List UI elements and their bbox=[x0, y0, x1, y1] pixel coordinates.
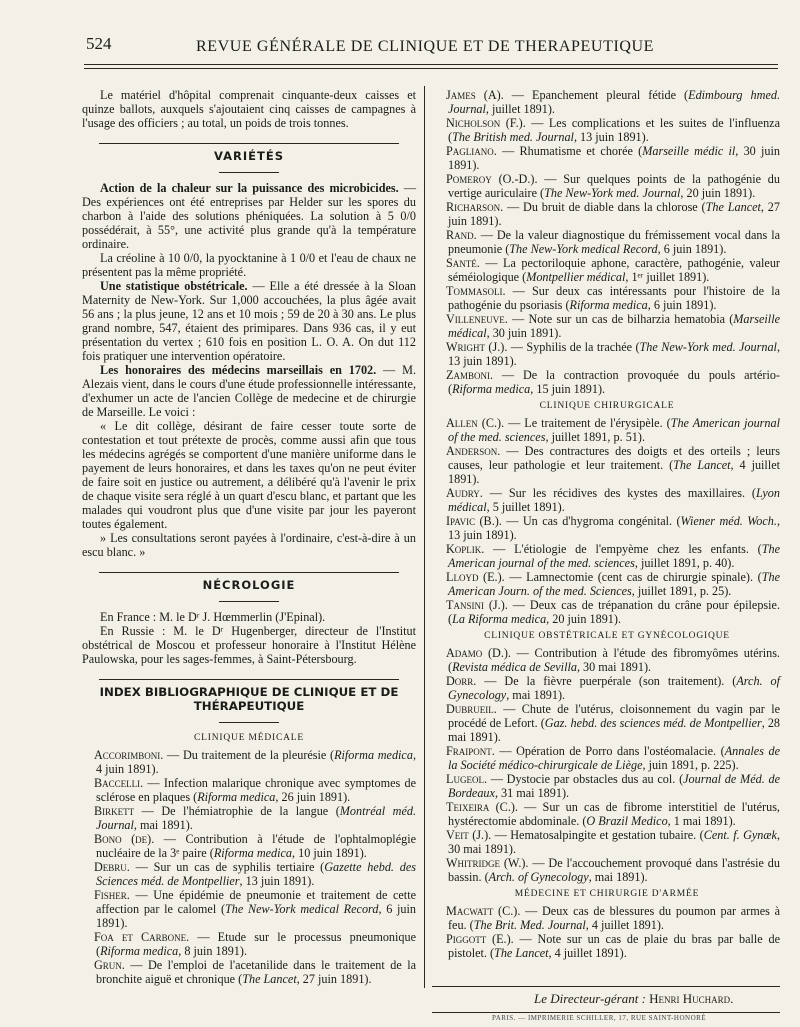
reference-entry bbox=[82, 958, 416, 986]
reference-date: , juin 1891, p. 225). bbox=[642, 758, 739, 772]
reference-date: , 26 juin 1891). bbox=[275, 790, 351, 804]
reference-entry bbox=[434, 856, 780, 884]
reference-author: Wright (J.). bbox=[446, 340, 508, 354]
reference-entry bbox=[82, 930, 416, 958]
reference-date: , 1ᵉʳ juillet 1891). bbox=[625, 270, 710, 284]
reference-date: , 6 juin 1891). bbox=[96, 902, 416, 930]
signature-label: Le Directeur-gérant : bbox=[534, 991, 646, 1006]
paragraph-text: — Elle a été dressée à la Sloan Maternity de New-York. Sur 1,000 accouchées, la plus âgée avait 56 ans ; la plus jeune, 12 ans et 10 mois ; 59 de 20 à 30 ans. Le plus grand nombre, 547, étaient des primipares. Dans 936 cas, il y eut présentation du vertex ; 610 fois en position L. O. A. On dut 112 fois pratiquer une intervention opératoire. bbox=[82, 279, 416, 363]
reference-author: Anderson. bbox=[446, 444, 501, 458]
reference-author: Dorr. bbox=[446, 674, 477, 688]
necrologie-heading: NÉCROLOGIE bbox=[202, 578, 296, 592]
quote-paragraph-2: » Les consultations seront payées à l'ordinaire, c'est-à-dire à un escu blanc. » bbox=[82, 531, 416, 559]
reference-author: Pagliano. bbox=[446, 144, 497, 158]
reference-entry bbox=[434, 444, 780, 486]
reference-author: Veit (J.). bbox=[446, 828, 492, 842]
reference-entry bbox=[82, 804, 416, 832]
reference-date: , 6 juin 1891). bbox=[657, 242, 727, 256]
reference-date: , 30 juin 1891). bbox=[448, 144, 780, 172]
reference-author: Grun. bbox=[94, 958, 125, 972]
reference-journal: Edimbourg hmed. Journal bbox=[448, 88, 781, 116]
reference-date: , 20 juin 1891). bbox=[680, 186, 756, 200]
reference-journal: Gaz. hebd. des sciences méd. de Montpellier bbox=[544, 716, 762, 730]
reference-date: , 10 juin 1891). bbox=[292, 846, 367, 860]
varietes-heading: VARIÉTÉS bbox=[214, 149, 284, 163]
reference-text: — Syphilis de la trachée ( bbox=[507, 340, 640, 354]
reference-entry bbox=[434, 172, 780, 200]
reference-date: , 27 juin 1891). bbox=[448, 200, 780, 228]
reference-date: , 13 juin 1891). bbox=[239, 874, 315, 888]
reference-author: Santé. bbox=[446, 256, 480, 270]
reference-journal: Montréal méd. Journal bbox=[96, 804, 416, 832]
reference-text: — Sur un cas de fibrome interstitiel de l'utérus, hystérectomie abdominale. ( bbox=[448, 800, 780, 828]
reference-author: Koplik. bbox=[446, 542, 485, 556]
reference-journal: Riforma medica bbox=[213, 846, 293, 860]
reference-entry bbox=[82, 888, 416, 930]
reference-date: , mai 1891). bbox=[133, 818, 193, 832]
subsection-armee: MÉDECINE ET CHIRURGIE D'ARMÉE bbox=[514, 889, 700, 899]
reference-text: — De la valeur diagnostique du frémissement vocal dans la pneumonie ( bbox=[448, 228, 780, 256]
reference-entry bbox=[434, 284, 780, 312]
header-rule-thin bbox=[84, 68, 778, 69]
reference-entry bbox=[82, 748, 416, 776]
reference-author: Lugeol. bbox=[446, 772, 487, 786]
section-rule-short bbox=[219, 722, 279, 723]
reference-author: Debru. bbox=[94, 860, 130, 874]
reference-text: — Dystocie par obstacles dus au col. ( bbox=[487, 772, 684, 786]
quote-paragraph-1: « Le dit collège, désirant de faire cesser toute sorte de contestation et tout prétexte de procès, comme aussi afin que tous les médecins agrégés se comportent d'une manière uniforme dans le payement de leurs honoraires, et dans les taxes qu'on ne peut éviter de faire soit en justice ou autrement, a délibéré qu'à l'avenir le prix de chaque visite sera réglé à un quart d'escu blanc, et partant que les malades qui voudront plus que d'une visite par jour les payeront toutes également. bbox=[82, 419, 416, 531]
director-signature bbox=[534, 991, 733, 1007]
reference-journal: The Lancet bbox=[494, 946, 549, 960]
reference-date: , juillet 1891). bbox=[485, 102, 555, 116]
varietes-paragraph-2: La créoline à 10 0/0, la pyocktanine à 1 0/0 et l'eau de chaux ne présentent pas la même propriété. bbox=[82, 251, 416, 279]
reference-text: — La pectoriloquie aphone, caractère, pathogénie, valeur séméiologique ( bbox=[448, 256, 780, 284]
reference-journal: Riforma medica bbox=[197, 790, 276, 804]
reference-author: Zamboni. bbox=[446, 368, 493, 382]
reference-entry bbox=[434, 368, 780, 396]
reference-journal: O Brazil Medico bbox=[586, 814, 668, 828]
reference-entry bbox=[434, 772, 780, 800]
reference-date: , juillet 1891, p. 40). bbox=[634, 556, 735, 570]
reference-list-military bbox=[434, 904, 780, 960]
paragraph-text: — M. Alezais vient, dans le cours d'une étude professionnelle intéressante, d'exhumer un acte de l'ancien Collège de medecine et de chirurgie de Marseille. Le voici : bbox=[82, 363, 416, 419]
reference-journal: Annales de la Société médico-chirurgicale de Liège bbox=[448, 744, 780, 772]
reference-author: Teixeira (C.). bbox=[446, 800, 518, 814]
reference-author: Fisher. bbox=[94, 888, 130, 902]
section-rule bbox=[99, 572, 399, 573]
reference-author: Lloyd (E.). bbox=[446, 570, 505, 584]
reference-entry bbox=[434, 228, 780, 256]
reference-journal: The American journal of the med. sciences bbox=[448, 416, 780, 444]
reference-author: Tommasoli. bbox=[446, 284, 506, 298]
reference-text: — Un cas d'hygroma congénital. ( bbox=[501, 514, 681, 528]
reference-text: — Des contractures des doigts et des orteils ; leurs causes, leur pathologie et leur traitement. ( bbox=[448, 444, 780, 472]
paragraph-text: — Des expériences ont été entreprises par Helder sur les spores du charbon à l'aide des solutions phéniquées. La solution à 5 0/0 possédérait, à 55°, une activité plus grande qu'à la température ordinaire. bbox=[82, 181, 417, 251]
subsection-clinique-chirurgicale: CLINIQUE CHIRURGICALE bbox=[539, 401, 675, 411]
reference-text: — Sur un cas de syphilis tertiaire ( bbox=[129, 860, 325, 874]
reference-entry bbox=[434, 312, 780, 340]
left-column bbox=[82, 88, 416, 986]
reference-text: — Note sur un cas de plaie du bras par balle de pistolet. ( bbox=[448, 932, 780, 960]
reference-date: , 4 juin 1891). bbox=[96, 748, 416, 776]
reference-date: , 31 mai 1891). bbox=[494, 786, 570, 800]
reference-date: , 13 juin 1891). bbox=[573, 130, 649, 144]
signature-name: Henri Huchard. bbox=[649, 991, 734, 1006]
reference-date: , juillet 1891, p. 25). bbox=[631, 584, 732, 598]
footer-rule-thin bbox=[432, 1012, 780, 1013]
reference-journal: Revista médica de Sevilla bbox=[452, 660, 577, 674]
reference-date: , 4 juillet 1891). bbox=[585, 918, 664, 932]
reference-date: , 30 mai 1891). bbox=[448, 828, 780, 856]
reference-text: — Deux cas de trépanation du crâne pour épilepsie. ( bbox=[448, 598, 780, 626]
reference-journal: Arch. of Gynecology bbox=[448, 674, 780, 702]
reference-date: , 27 juin 1891). bbox=[296, 972, 372, 986]
reference-date: , 20 juin 1891). bbox=[546, 612, 621, 626]
reference-text: — Du bruit de diable dans la chlorose ( bbox=[503, 200, 706, 214]
varietes-paragraph-3 bbox=[82, 279, 416, 363]
reference-date: , mai 1891). bbox=[506, 688, 566, 702]
reference-text: — Etude sur le processus pneumonique ( bbox=[96, 930, 416, 958]
reference-list-medical-cont bbox=[434, 88, 780, 396]
reference-entry bbox=[434, 674, 780, 702]
reference-entry bbox=[434, 514, 780, 542]
section-rule bbox=[99, 143, 399, 144]
reference-journal: La Riforma medica bbox=[452, 612, 547, 626]
running-title: REVUE GÉNÉRALE DE CLINIQUE ET DE THERAPEUTIQUE bbox=[196, 38, 655, 55]
varietes-paragraph-1 bbox=[82, 181, 416, 251]
reference-journal: The New-York medical Record bbox=[225, 902, 379, 916]
reference-journal: The Lancet bbox=[673, 458, 731, 472]
reference-date: , 15 juin 1891). bbox=[530, 382, 606, 396]
reference-entry bbox=[434, 116, 780, 144]
reference-entry bbox=[434, 932, 780, 960]
column-divider bbox=[424, 86, 425, 988]
subsection-obstetricale: CLINIQUE OBSTÉTRICALE ET GYNÉCOLOGIQUE bbox=[484, 631, 730, 641]
paragraph-lead: Une statistique obstétricale. bbox=[100, 279, 248, 293]
reference-entry bbox=[434, 800, 780, 828]
reference-entry bbox=[434, 702, 780, 744]
reference-author: Rand. bbox=[446, 228, 477, 242]
reference-journal: Lyon médical bbox=[448, 486, 780, 514]
reference-entry bbox=[434, 88, 780, 116]
section-rule-short bbox=[219, 601, 279, 602]
reference-text: — De l'hémiatrophie de la langue ( bbox=[134, 804, 340, 818]
reference-date: , mai 1891). bbox=[588, 870, 648, 884]
varietes-paragraph-4 bbox=[82, 363, 416, 419]
index-heading: INDEX BIBLIOGRAPHIQUE DE CLINIQUE ET DE THÉRAPEUTIQUE bbox=[99, 685, 399, 713]
reference-list-left bbox=[82, 748, 416, 986]
necrologie-paragraph-2: En Russie : M. le Dʳ Hugenberger, directeur de l'Institut obstétrical de Moscou et professeur honoraire à l'Institut Hélène Paulowska, pour les sages-femmes, à Saint-Pétersbourg. bbox=[82, 624, 416, 666]
reference-text: — Opération de Porro dans l'ostéomalacie. ( bbox=[494, 744, 725, 758]
reference-journal: The Brit. Med. Journal bbox=[473, 918, 586, 932]
reference-journal: Riforma medica bbox=[569, 298, 648, 312]
printer-imprint: PARIS. — IMPRIMERIE SCHILLER, 17, RUE SAINT-HONORÉ bbox=[492, 1014, 707, 1022]
reference-journal: Marseille médic il bbox=[642, 144, 736, 158]
reference-text: — Contribution à l'étude de l'ophtalmoplégie nucléaire de la 3ᵉ paire ( bbox=[96, 832, 416, 860]
reference-text: — Lamnectomie (cent cas de chirurgie spinale). ( bbox=[504, 570, 762, 584]
reference-date: , 13 juin 1891). bbox=[448, 340, 780, 368]
reference-date: , juillet 1891, p. 51). bbox=[545, 430, 645, 444]
reference-text: — Sur quelques points de la pathogénie du vertige auriculaire ( bbox=[448, 172, 780, 200]
reference-entry bbox=[434, 416, 780, 444]
reference-entry bbox=[434, 144, 780, 172]
reference-journal: Montpellier médical bbox=[526, 270, 626, 284]
reference-author: Ipavic (B.). bbox=[446, 514, 502, 528]
reference-author: Macwatt (C.). bbox=[446, 904, 521, 918]
reference-text: — Infection malarique chronique avec symptomes de sclérose en plaques ( bbox=[96, 776, 416, 804]
subsection-clinique-medicale: CLINIQUE MÉDICALE bbox=[194, 733, 304, 743]
reference-entry bbox=[82, 832, 416, 860]
reference-entry bbox=[434, 646, 780, 674]
reference-author: Villeneuve. bbox=[446, 312, 508, 326]
reference-text: — Deux cas de blessures du poumon par armes à feu. ( bbox=[448, 904, 780, 932]
reference-journal: Riforma medica bbox=[334, 748, 413, 762]
reference-entry bbox=[82, 776, 416, 804]
section-rule-short bbox=[219, 172, 279, 173]
page-number: 524 bbox=[86, 34, 112, 53]
reference-entry bbox=[82, 860, 416, 888]
reference-author: Piggott (E.). bbox=[446, 932, 514, 946]
reference-entry bbox=[434, 570, 780, 598]
reference-text: — De l'accouchement provoqué dans l'astrésie du bassin. ( bbox=[448, 856, 780, 884]
reference-journal: Journal de Méd. de Bordeaux bbox=[448, 772, 780, 800]
reference-entry bbox=[434, 486, 780, 514]
reference-author: Allen (C.). bbox=[446, 416, 505, 430]
reference-author: Birkett bbox=[94, 804, 135, 818]
reference-author: Accorimboni. bbox=[94, 748, 164, 762]
reference-list-obstetric bbox=[434, 646, 780, 884]
reference-author: Whitridge (W.). bbox=[446, 856, 529, 870]
reference-text: — Hematosalpingite et gestation tubaire. ( bbox=[491, 828, 704, 842]
reference-author: Pomeroy (O.-D.). bbox=[446, 172, 538, 186]
header-rule bbox=[84, 64, 778, 65]
reference-date: , 1 mai 1891). bbox=[667, 814, 736, 828]
reference-entry bbox=[434, 542, 780, 570]
intro-paragraph: Le matériel d'hôpital comprenait cinquante-deux caisses et quinze ballots, auxquels s'ajoutaient cinq caisses de campagnes à l'usage des officiers ; au total, un poids de trois tonnes. bbox=[82, 88, 416, 130]
reference-text: — Les complications et les suites de l'influenza ( bbox=[448, 116, 780, 144]
reference-date: , 4 juillet 1891). bbox=[548, 946, 627, 960]
reference-text: — De la fièvre puerpérale (son traitement). ( bbox=[476, 674, 737, 688]
reference-journal: The New-York medical Record bbox=[509, 242, 658, 256]
reference-date: , 8 juin 1891). bbox=[178, 944, 247, 958]
reference-journal: Wiener méd. Woch. bbox=[680, 514, 777, 528]
reference-author: Fraipont. bbox=[446, 744, 495, 758]
reference-journal: Marseille médical bbox=[448, 312, 780, 340]
reference-entry bbox=[434, 200, 780, 228]
necrologie-paragraph-1: En France : M. le Dʳ J. Hœmmerlin (J'Epinal). bbox=[100, 610, 326, 624]
reference-entry bbox=[434, 744, 780, 772]
reference-text: — Sur deux cas intéressants pour l'histoire de la pathogénie du psoriasis ( bbox=[448, 284, 780, 312]
reference-text: — Le traitement de l'érysipèle. ( bbox=[504, 416, 671, 430]
reference-journal: Cent. f. Gynæk bbox=[703, 828, 777, 842]
reference-author: Audry. bbox=[446, 486, 483, 500]
reference-text: — Du traitement de la pleurésie ( bbox=[163, 748, 335, 762]
footer-rule bbox=[432, 986, 780, 987]
reference-date: , 28 mai 1891). bbox=[448, 716, 781, 744]
reference-author: Richarson. bbox=[446, 200, 504, 214]
reference-journal: The Lancet bbox=[242, 972, 297, 986]
reference-journal: The Lancet bbox=[705, 200, 761, 214]
reference-author: Bono (de). bbox=[94, 832, 155, 846]
reference-entry bbox=[434, 256, 780, 284]
reference-author: Tansini (J.). bbox=[446, 598, 508, 612]
reference-date: , 30 mai 1891). bbox=[576, 660, 652, 674]
reference-text: — Une épidémie de pneumonie et traitement de cette affection par le calomel ( bbox=[96, 888, 416, 916]
reference-text: — De la contraction provoquée du pouls artério- ( bbox=[448, 368, 780, 396]
reference-author: Baccelli. bbox=[94, 776, 144, 790]
reference-journal: The New-York med. Journal bbox=[639, 340, 777, 354]
reference-text: — Sur les récidives des kystes des maxillaires. ( bbox=[482, 486, 756, 500]
reference-author: Adamo (D.). bbox=[446, 646, 511, 660]
reference-author: Foa et Carbone. bbox=[94, 930, 190, 944]
reference-journal: The American journal of the med. sciences bbox=[448, 542, 780, 570]
paragraph-lead: Les honoraires des médecins marseillais en 1702. bbox=[100, 363, 377, 377]
reference-journal: Gazette hebd. des Sciences méd. de Montpellier bbox=[96, 860, 416, 888]
reference-date: , 6 juin 1891). bbox=[647, 298, 717, 312]
reference-text: — De l'emploi de l'acetanilide dans le traitement de la bronchite aiguë et chronique ( bbox=[96, 958, 416, 986]
reference-date: , 4 juillet 1891). bbox=[448, 458, 780, 486]
reference-journal: Riforma medica bbox=[452, 382, 531, 396]
reference-text: — L'étiologie de l'empyème chez les enfants. ( bbox=[484, 542, 762, 556]
reference-author: Nicholson (F.). bbox=[446, 116, 526, 130]
reference-journal: Riforma medica bbox=[100, 944, 179, 958]
reference-entry bbox=[434, 598, 780, 626]
reference-journal: The British med. Journal bbox=[452, 130, 574, 144]
reference-entry bbox=[434, 828, 780, 856]
reference-date: , 30 juin 1891). bbox=[486, 326, 562, 340]
reference-text: — Epanchement pleural fétide ( bbox=[503, 88, 689, 102]
reference-date: , 5 juillet 1891). bbox=[486, 500, 565, 514]
section-rule bbox=[99, 679, 399, 680]
reference-list-surgical bbox=[434, 416, 780, 626]
reference-journal: The New-York med. Journal bbox=[544, 186, 681, 200]
reference-date: , 13 juin 1891). bbox=[448, 514, 780, 542]
reference-journal: The American Journ. of the med. Sciences bbox=[448, 570, 780, 598]
reference-text: — Note sur un cas de bilharzia hematobia ( bbox=[507, 312, 734, 326]
right-column bbox=[434, 88, 780, 960]
reference-author: Dubrueil. bbox=[446, 702, 497, 716]
reference-text: — Chute de l'utérus, cloisonnement du vagin par le procédé de Lefort. ( bbox=[448, 702, 780, 730]
reference-text: — Contribution à l'étude des fibromyômes utérins. ( bbox=[448, 646, 780, 674]
reference-entry bbox=[434, 904, 780, 932]
paragraph-lead: Action de la chaleur sur la puissance des microbicides. bbox=[100, 181, 399, 195]
reference-entry bbox=[434, 340, 780, 368]
reference-author: James (A). bbox=[446, 88, 504, 102]
reference-journal: Arch. of Gynecology bbox=[488, 870, 589, 884]
reference-text: — Rhumatisme et chorée ( bbox=[496, 144, 643, 158]
